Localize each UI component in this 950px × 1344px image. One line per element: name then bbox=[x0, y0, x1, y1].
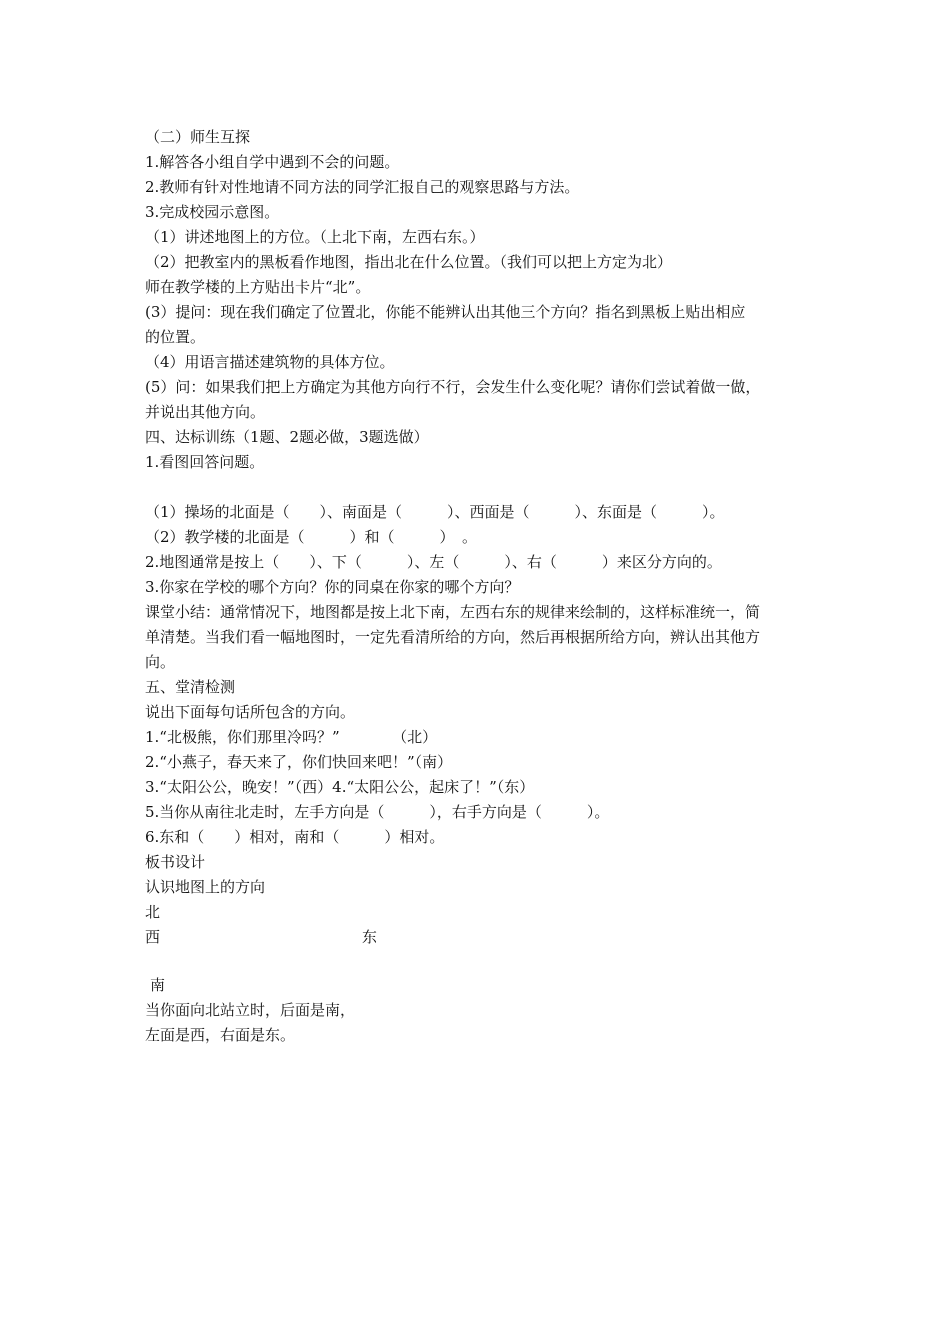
summary-line: 课堂小结：通常情况下，地图都是按上北下南，左西右东的规律来绘制的，这样标准统一，简 bbox=[145, 603, 761, 621]
text-line: 当你面向北站立时，后面是南， bbox=[145, 1001, 356, 1019]
question-line: 1.“北极熊，你们那里冷吗？” （北） bbox=[145, 728, 438, 746]
text-line: 2.教师有针对性地请不同方法的同学汇报自己的观察思路与方法。 bbox=[145, 178, 580, 196]
text-line: （2）把教室内的黑板看作地图，指出北在什么位置。（我们可以把上方定为北） bbox=[145, 253, 673, 271]
text-line: （1）讲述地图上的方位。（上北下南，左西右东。） bbox=[145, 228, 485, 246]
question-line: 3.你家在学校的哪个方向？你的同桌在你家的哪个方向？ bbox=[145, 578, 520, 596]
text-line: 并说出其他方向。 bbox=[145, 403, 266, 421]
text-line: 师在教学楼的上方贴出卡片“北”。 bbox=[145, 278, 371, 296]
text-line: 1.解答各小组自学中遇到不会的问题。 bbox=[145, 153, 400, 171]
question-line: 6.东和（ ）相对，南和（ ）相对。 bbox=[145, 828, 445, 846]
section-heading-board: 板书设计 bbox=[145, 853, 206, 871]
text-line: 3.完成校园示意图。 bbox=[145, 203, 280, 221]
section-heading-check: 五、堂清检测 bbox=[145, 678, 236, 696]
text-line: （4）用语言描述建筑物的具体方位。 bbox=[145, 353, 395, 371]
section-heading-practice: 四、达标训练（1题、2题必做，3题选做） bbox=[145, 428, 429, 446]
question-line: 2.地图通常是按上（ ）、下（ ）、左（ ）、右（ ）来区分方向的。 bbox=[145, 553, 722, 571]
text-line: (5）问：如果我们把上方确定为其他方向行不行，会发生什么变化呢？请你们尝试着做一做， bbox=[145, 378, 761, 396]
direction-south: 南 bbox=[150, 976, 166, 994]
question-line: （2）教学楼的北面是（ ）和（ ） 。 bbox=[145, 528, 478, 546]
section-heading-teacher-student: （二）师生互探 bbox=[145, 128, 251, 146]
question-line: 5.当你从南往北走时，左手方向是（ ），右手方向是（ ）。 bbox=[145, 803, 610, 821]
question-line: 3.“太阳公公，晚安！”（西）4.“太阳公公，起床了！”（东） bbox=[145, 778, 535, 796]
text-line: 左面是西，右面是东。 bbox=[145, 1026, 296, 1044]
direction-east: 东 bbox=[362, 928, 378, 946]
summary-line: 向。 bbox=[145, 653, 176, 671]
text-line: (3）提问：现在我们确定了位置北，你能不能辨认出其他三个方向？指名到黑板上贴出相应 bbox=[145, 303, 746, 321]
summary-line: 单清楚。当我们看一幅地图时，一定先看清所给的方向，然后再根据所给方向，辨认出其他方 bbox=[145, 628, 761, 646]
direction-west: 西 bbox=[145, 928, 161, 946]
direction-north: 北 bbox=[145, 903, 161, 921]
text-line: 说出下面每句话所包含的方向。 bbox=[145, 703, 356, 721]
question-line: 2.“小燕子，春天来了，你们快回来吧！”（南） bbox=[145, 753, 453, 771]
text-line: 的位置。 bbox=[145, 328, 206, 346]
board-title: 认识地图上的方向 bbox=[145, 878, 266, 896]
question-line: （1）操场的北面是（ ）、南面是（ ）、西面是（ ）、东面是（ ）。 bbox=[145, 503, 725, 521]
text-line: 1.看图回答问题。 bbox=[145, 453, 265, 471]
